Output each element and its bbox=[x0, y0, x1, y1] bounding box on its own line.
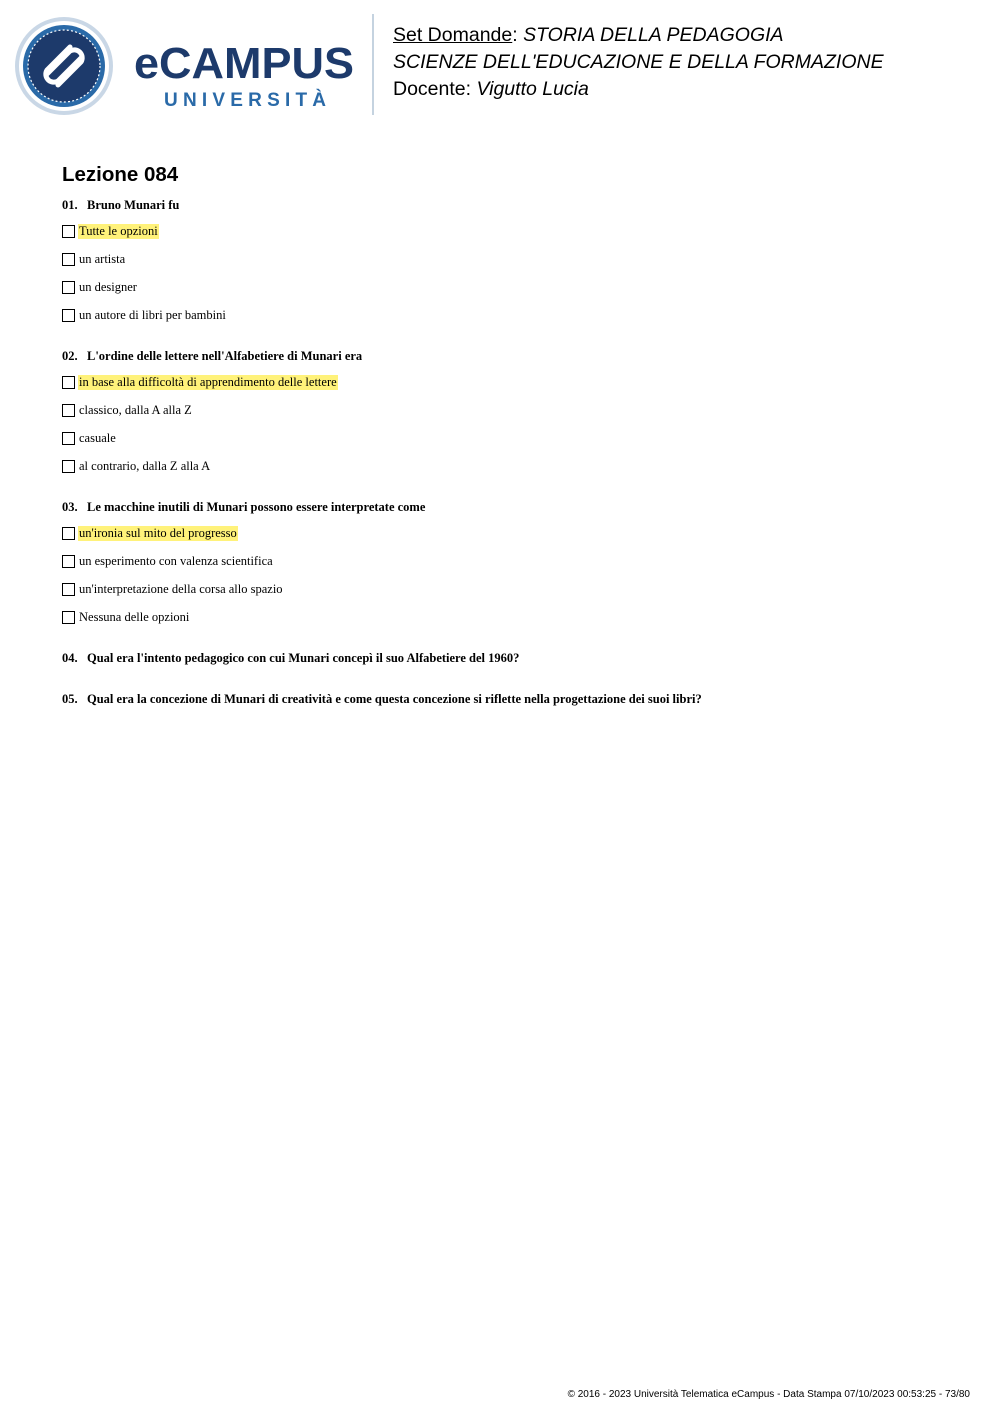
question-text: Qual era l'intento pedagogico con cui Munari concepì il suo Alfabetiere del 1960? bbox=[87, 651, 520, 665]
answer-checkbox[interactable] bbox=[62, 460, 75, 473]
answer-checkbox[interactable] bbox=[62, 527, 75, 540]
page-header bbox=[0, 0, 1000, 130]
answer-option[interactable] bbox=[62, 553, 274, 570]
answer-checkbox[interactable] bbox=[62, 432, 75, 445]
question-number: 01. bbox=[62, 198, 78, 212]
set-domande-label: Set Domande bbox=[393, 24, 513, 46]
answer-checkbox[interactable] bbox=[62, 309, 75, 322]
question-04 bbox=[62, 650, 519, 666]
answer-checkbox[interactable] bbox=[62, 225, 75, 238]
question-03 bbox=[62, 499, 425, 515]
answer-text: Nessuna delle opzioni bbox=[79, 610, 190, 624]
answer-checkbox[interactable] bbox=[62, 611, 75, 624]
answer-option[interactable] bbox=[62, 458, 211, 475]
answer-option[interactable] bbox=[62, 609, 190, 626]
answer-checkbox[interactable] bbox=[62, 376, 75, 389]
answer-checkbox[interactable] bbox=[62, 253, 75, 266]
answer-text-highlighted: Tutte le opzioni bbox=[79, 224, 158, 238]
answer-text-highlighted: un'ironia sul mito del progresso bbox=[79, 526, 237, 540]
set-domande-line bbox=[393, 22, 884, 49]
logo-secondary-text: UNIVERSITÀ bbox=[164, 90, 326, 111]
answer-text: un artista bbox=[79, 252, 126, 266]
answer-checkbox[interactable] bbox=[62, 555, 75, 568]
question-text: Le macchine inutili di Munari possono essere interpretate come bbox=[87, 500, 426, 514]
question-number: 03. bbox=[62, 500, 78, 514]
question-01 bbox=[62, 197, 179, 213]
answer-text-highlighted: in base alla difficoltà di apprendimento delle lettere bbox=[79, 375, 337, 389]
answer-option[interactable] bbox=[62, 430, 117, 447]
course-name: SCIENZE DELL'EDUCAZIONE E DELLA FORMAZIONE bbox=[393, 51, 884, 73]
answer-text: al contrario, dalla Z alla A bbox=[79, 459, 211, 473]
answer-checkbox[interactable] bbox=[62, 404, 75, 417]
answer-option[interactable] bbox=[62, 279, 138, 296]
question-text: Bruno Munari fu bbox=[87, 198, 180, 212]
question-05 bbox=[62, 691, 702, 707]
set-domande-value: STORIA DELLA PEDAGOGIA bbox=[523, 24, 784, 46]
question-02 bbox=[62, 348, 362, 364]
answer-option[interactable] bbox=[62, 581, 284, 598]
question-text: L'ordine delle lettere nell'Alfabetiere di Munari era bbox=[87, 349, 363, 363]
answer-text: un autore di libri per bambini bbox=[79, 308, 226, 322]
ecampus-wordmark-logo bbox=[134, 40, 356, 114]
teacher-line bbox=[393, 76, 884, 103]
question-number: 04. bbox=[62, 651, 78, 665]
lesson-title: Lezione 084 bbox=[62, 163, 179, 186]
answer-option[interactable] bbox=[62, 525, 238, 542]
answer-option[interactable] bbox=[62, 374, 338, 391]
teacher-name: Vigutto Lucia bbox=[476, 78, 589, 100]
ecampus-seal-logo bbox=[14, 16, 114, 116]
answer-checkbox[interactable] bbox=[62, 583, 75, 596]
answer-option[interactable] bbox=[62, 223, 159, 240]
answer-option[interactable] bbox=[62, 251, 126, 268]
answer-checkbox[interactable] bbox=[62, 281, 75, 294]
answer-text: casuale bbox=[79, 431, 116, 445]
set-domande-separator: : bbox=[512, 24, 524, 46]
answer-text: un designer bbox=[79, 280, 137, 294]
answer-option[interactable] bbox=[62, 402, 193, 419]
answer-text: un'interpretazione della corsa allo spazio bbox=[79, 582, 283, 596]
header-divider bbox=[372, 14, 374, 115]
page-footer: © 2016 - 2023 Università Telematica eCampus - Data Stampa 07/10/2023 00:53:25 - 73/80 bbox=[567, 1389, 970, 1400]
answer-text: un esperimento con valenza scientifica bbox=[79, 554, 273, 568]
answer-option[interactable] bbox=[62, 307, 227, 324]
question-number: 05. bbox=[62, 692, 78, 706]
teacher-label: Docente: bbox=[393, 78, 477, 100]
question-number: 02. bbox=[62, 349, 78, 363]
question-text: Qual era la concezione di Munari di creatività e come questa concezione si riflette nella progettazione dei suoi libri? bbox=[87, 692, 702, 706]
answer-text: classico, dalla A alla Z bbox=[79, 403, 192, 417]
logo-primary-text: eCAMPUS bbox=[134, 40, 354, 88]
header-info bbox=[393, 22, 884, 103]
